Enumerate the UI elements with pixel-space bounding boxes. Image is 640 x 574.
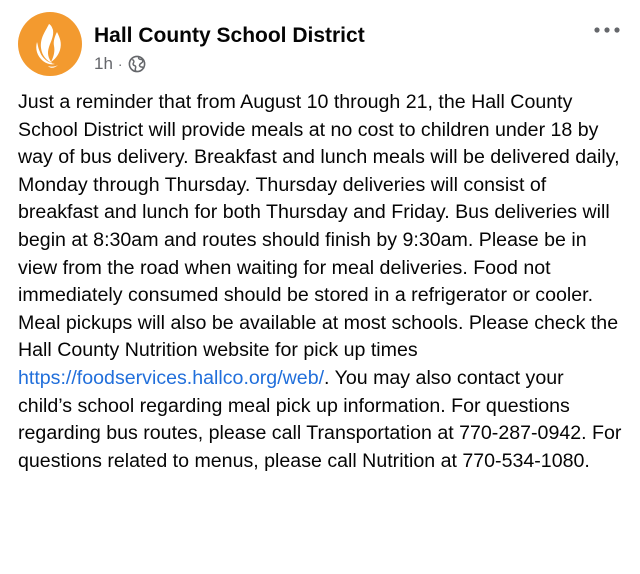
- flame-logo-icon: [18, 12, 82, 76]
- globe-icon[interactable]: [128, 55, 146, 73]
- more-options-icon[interactable]: [592, 22, 622, 38]
- post-header: [18, 12, 622, 82]
- post-message: [18, 89, 622, 475]
- post-message-text-continued: . You may also contact your child’s school regarding meal pick up information. For questions regarding bus routes, please call Transportation at 770-287-0942. For questions related to menus, please call Nutrition at 770-534-1080.: [18, 366, 622, 472]
- post-message-text: Just a reminder that from August 10 through 21, the Hall County School District will provide meals at no cost to children under 18 by way of bus delivery. Breakfast and lunch meals will be delivered daily, Monday through Thursday. Thursday deliveries will consist of breakfast and lunch for both Thursday and Friday. Bus deliveries will begin at 8:30am and routes should finish by 9:30am. Please be in view from the road when waiting for meal deliveries. Food not immediately consumed should be stored in a refrigerator or cooler. Meal pickups will also be available at most schools. Please check the Hall County Nutrition website for pick up times: [18, 91, 620, 362]
- page-avatar[interactable]: [18, 12, 82, 76]
- page-name-link[interactable]: Hall County School District: [94, 24, 365, 47]
- meta-separator: ·: [117, 56, 123, 72]
- post-meta: [94, 54, 146, 74]
- post-timestamp[interactable]: 1h: [94, 54, 113, 73]
- nutrition-website-link[interactable]: https://foodservices.hallco.org/web/: [18, 366, 325, 389]
